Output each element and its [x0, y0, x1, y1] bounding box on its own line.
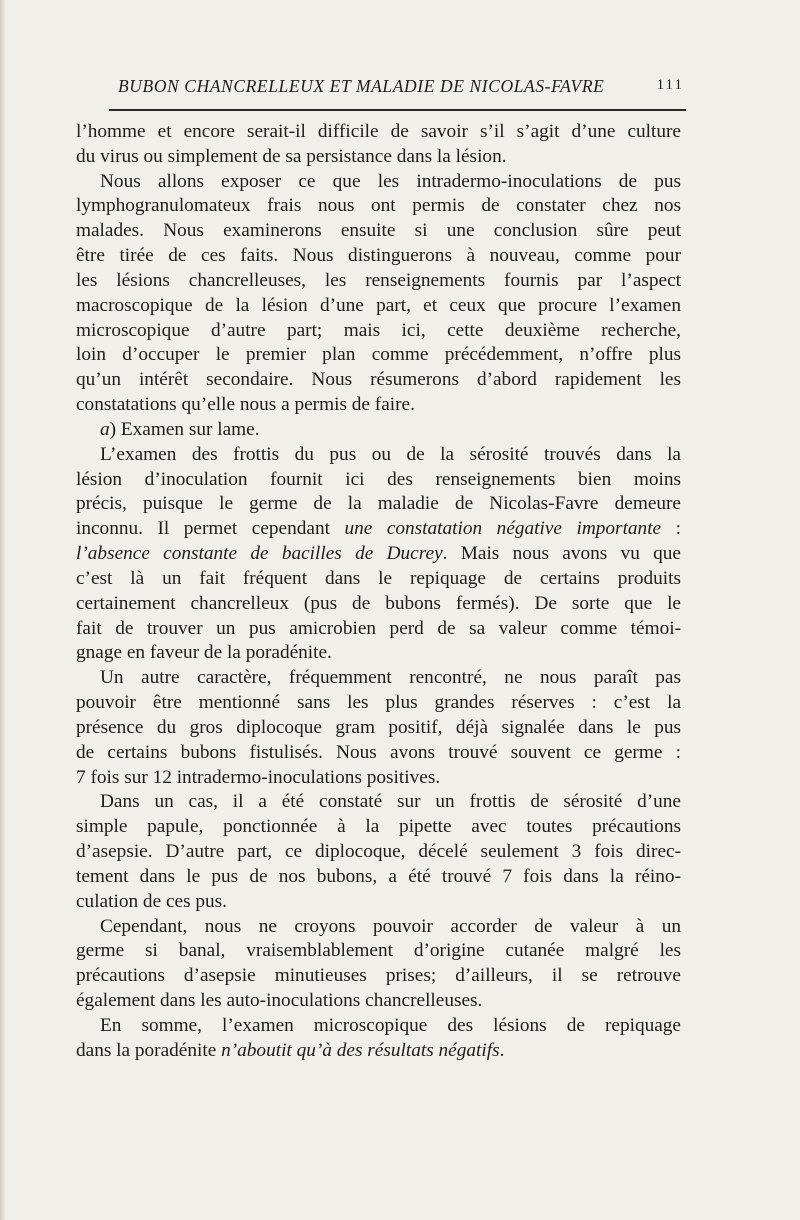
- text-segment: Cependant, nous ne croyons pouvoir accorder de valeur à un: [100, 915, 681, 937]
- running-title: BUBON CHANCRELLEUX ET MALADIE DE NICOLAS-FAVRE: [118, 76, 605, 96]
- text-segment: précis, puisque le germe de la maladie de Nicolas-Favre demeure: [76, 493, 681, 515]
- text-line: [76, 244, 681, 269]
- text-line: [76, 194, 681, 219]
- text-line: [76, 790, 681, 815]
- text-line: [76, 343, 681, 368]
- text-segment: précautions d’asepsie minutieuses prises; d’ailleurs, il se retrouve: [76, 965, 681, 987]
- text-segment: du virus ou simplement de sa persistance dans la lésion.: [76, 145, 507, 167]
- page-edge-shadow: [0, 0, 6, 1220]
- text-segment: culation de ces pus.: [76, 890, 227, 912]
- text-segment: loin d’occuper le premier plan comme précédemment, n’offre plus: [76, 344, 681, 366]
- text-line: [76, 393, 681, 418]
- text-segment: microscopique d’autre part; mais ici, cette deuxième recherche,: [76, 319, 681, 341]
- text-line: [76, 641, 681, 666]
- text-line: [76, 368, 681, 393]
- text-segment: qu’un intérêt secondaire. Nous résumerons d’abord rapidement les: [76, 369, 681, 391]
- text-line: [76, 939, 681, 964]
- text-segment: de certains bubons fistulisés. Nous avons trouvé souvent ce germe :: [76, 741, 681, 763]
- text-segment: être tirée de ces faits. Nous distinguerons à nouveau, comme pour: [76, 245, 681, 267]
- text-line: [76, 443, 681, 468]
- running-header: [118, 76, 684, 100]
- text-line: [76, 170, 681, 195]
- text-segment: Dans un cas, il a été constaté sur un frottis de sérosité d’une: [100, 791, 681, 813]
- text-segment: En somme, l’examen microscopique des lésions de repiquage: [100, 1014, 681, 1036]
- body-text: [76, 120, 681, 1063]
- text-line: [76, 294, 681, 319]
- text-line: [76, 468, 681, 493]
- text-line: [76, 542, 681, 567]
- header-rule: [109, 109, 686, 111]
- text-segment: malades. Nous examinerons ensuite si une conclusion sûre peut: [76, 220, 681, 242]
- text-line: [76, 145, 681, 170]
- text-segment: Nous allons exposer ce que les intradermo-inoculations de pus: [100, 170, 681, 192]
- text-segment: constatations qu’elle nous a permis de faire.: [76, 394, 415, 416]
- text-line: [76, 219, 681, 244]
- text-line: [76, 492, 681, 517]
- text-line: [76, 1039, 681, 1064]
- text-segment: macroscopique de la lésion d’une part, et ceux que procure l’examen: [76, 294, 681, 316]
- text-segment: l’homme et encore serait-il difficile de savoir s’il s’agit d’une culture: [76, 121, 681, 142]
- text-segment: dans la poradénite: [76, 1039, 222, 1061]
- text-line: [76, 815, 681, 840]
- text-segment: les lésions chancrelleuses, les renseignements fournis par l’aspect: [76, 269, 681, 291]
- page-number: 111: [656, 77, 684, 93]
- italic-text: une constatation négative importante: [344, 518, 662, 540]
- text-segment: 7 fois sur 12 intradermo-inoculations positives.: [76, 766, 441, 788]
- text-line: [76, 865, 681, 890]
- text-line: [76, 319, 681, 344]
- text-segment: simple papule, ponctionnée à la pipette avec toutes précautions: [76, 816, 681, 838]
- text-segment: . Mais nous avons vu que: [442, 543, 681, 565]
- text-line: [76, 840, 681, 865]
- text-line: [76, 418, 681, 443]
- text-segment: lésion d’inoculation fournit ici des renseignements bien moins: [76, 468, 681, 490]
- text-line: [76, 269, 681, 294]
- text-segment: :: [661, 518, 681, 540]
- text-line: [76, 989, 681, 1014]
- italic-text: a: [100, 418, 110, 440]
- text-line: [76, 915, 681, 940]
- text-line: [76, 517, 681, 542]
- text-line: [76, 1014, 681, 1039]
- text-segment: gnage en faveur de la poradénite.: [76, 642, 332, 664]
- text-segment: également dans les auto-inoculations chancrelleuses.: [76, 989, 483, 1011]
- text-segment: pouvoir être mentionné sans les plus grandes réserves : c’est la: [76, 692, 681, 714]
- text-line: [76, 766, 681, 791]
- text-segment: c’est là un fait fréquent dans le repiquage de certains produits: [76, 567, 681, 589]
- text-segment: présence du gros diplocoque gram positif, déjà signalée dans le pus: [76, 716, 681, 738]
- text-segment: ) Examen sur lame.: [109, 418, 260, 440]
- italic-text: l’absence constante de bacilles de Ducrey: [76, 543, 443, 565]
- text-segment: tement dans le pus de nos bubons, a été trouvé 7 fois dans la réino-: [76, 865, 681, 887]
- text-segment: d’asepsie. D’autre part, ce diplocoque, décelé seulement 3 fois direc-: [76, 841, 681, 863]
- italic-text: n’aboutit qu’à des résultats négatifs: [221, 1039, 500, 1061]
- text-line: [76, 890, 681, 915]
- text-line: [76, 741, 681, 766]
- text-segment: inconnu. Il permet cependant: [76, 518, 345, 540]
- text-segment: .: [499, 1039, 505, 1061]
- text-segment: L’examen des frottis du pus ou de la sérosité trouvés dans la: [100, 443, 681, 465]
- text-segment: Un autre caractère, fréquemment rencontré, ne nous paraît pas: [100, 667, 681, 689]
- text-segment: lymphogranulomateux frais nous ont permis de constater chez nos: [76, 195, 681, 217]
- text-line: [76, 716, 681, 741]
- text-line: [76, 592, 681, 617]
- text-line: [76, 666, 681, 691]
- text-line: [76, 617, 681, 642]
- text-segment: fait de trouver un pus amicrobien perd de sa valeur comme témoi-: [76, 617, 681, 639]
- text-line: [76, 691, 681, 716]
- text-line: [76, 120, 681, 145]
- text-line: [76, 964, 681, 989]
- text-segment: germe si banal, vraisemblablement d’origine cutanée malgré les: [76, 940, 681, 962]
- text-segment: certainement chancrelleux (pus de bubons fermés). De sorte que le: [76, 592, 681, 614]
- text-line: [76, 567, 681, 592]
